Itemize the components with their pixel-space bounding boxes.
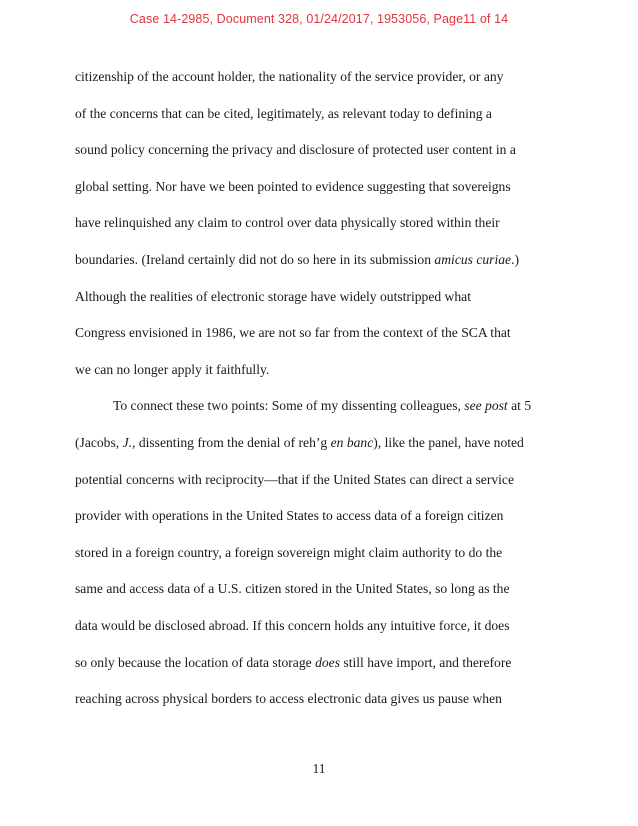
- text-run: To connect these two points: Some of my dissenting colleagues,: [113, 398, 465, 414]
- body-line: [75, 288, 471, 306]
- body-line: [75, 690, 502, 708]
- text-run: reaching across physical borders to access electronic data gives us pause when: [75, 691, 502, 707]
- text-run: citizenship of the account holder, the nationality of the service provider, or any: [75, 69, 504, 84]
- text-run: have relinquished any claim to control over data physically stored within their: [75, 215, 500, 231]
- text-run: provider with operations in the United States to access data of a foreign citizen: [75, 508, 504, 524]
- italic-text: en banc: [330, 435, 374, 450]
- text-run: Congress envisioned in 1986, we are not so far from the context of the SCA that: [75, 325, 511, 341]
- text-run: ), like the panel, have noted: [373, 435, 524, 450]
- body-line: [75, 507, 503, 525]
- case-header: Case 14-2985, Document 328, 01/24/2017, 1953056, Page11 of 14: [129, 12, 509, 26]
- body-line: [75, 141, 516, 159]
- page-number: 11: [312, 761, 326, 776]
- text-run: we can no longer apply it faithfully.: [75, 361, 270, 377]
- body-line: [75, 471, 514, 489]
- text-run: , dissenting from the denial of reh’g: [132, 435, 331, 450]
- text-run: of the concerns that can be cited, legitimately, as relevant today to defining a: [75, 105, 492, 121]
- body-line: [75, 105, 492, 123]
- text-run: boundaries. (Ireland certainly did not do so here in its submission: [75, 252, 435, 267]
- text-run: .): [511, 252, 519, 267]
- body-line: [75, 617, 510, 635]
- body-line: [113, 397, 531, 415]
- text-run: so only because the location of data storage: [75, 654, 316, 670]
- text-run: sound policy concerning the privacy and disclosure of protected user content in a: [75, 142, 516, 158]
- text-run: stored in a foreign country, a foreign sovereign might claim authority to do the: [75, 544, 503, 560]
- text-run: same and access data of a U.S. citizen stored in the United States, so long as the: [75, 581, 510, 597]
- body-line: [75, 324, 511, 342]
- text-run: (Jacobs,: [75, 435, 123, 450]
- body-line: [75, 214, 500, 232]
- italic-text: J.: [122, 435, 133, 450]
- text-run: data would be disclosed abroad. If this concern holds any intuitive force, it does: [75, 618, 510, 633]
- italic-text: see post: [464, 398, 508, 414]
- body-line: [75, 361, 269, 379]
- text-run: Although the realities of electronic storage have widely outstripped what: [75, 288, 471, 304]
- body-line: [75, 251, 519, 269]
- italic-text: amicus curiae: [434, 252, 512, 267]
- body-line: [75, 544, 502, 562]
- text-run: at 5: [507, 398, 532, 414]
- body-line: [75, 580, 510, 598]
- text-run: still have import, and therefore: [340, 654, 512, 670]
- text-run: potential concerns with reciprocity—that if the United States can direct a service: [75, 471, 514, 487]
- body-line: [75, 654, 511, 672]
- body-line: [75, 434, 524, 452]
- italic-text: does: [315, 654, 340, 670]
- body-line: [75, 68, 503, 86]
- text-run: global setting. Nor have we been pointed to evidence suggesting that sovereigns: [75, 178, 511, 194]
- body-line: [75, 178, 511, 196]
